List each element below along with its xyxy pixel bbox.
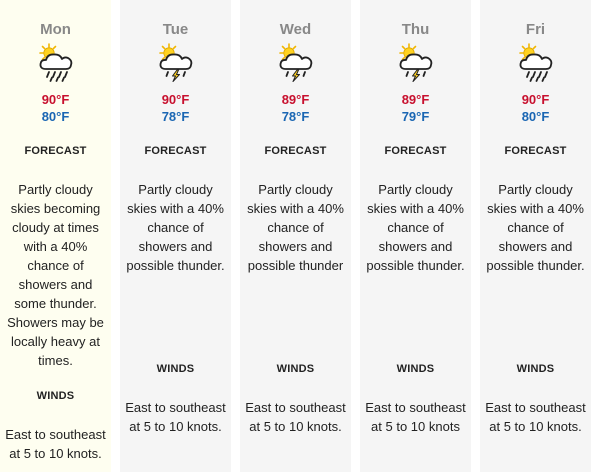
forecast-text: Partly cloudy skies becoming cloudy at times with a 40% chance of showers and some thunder. Showers may be locally heavy at times. <box>7 182 104 368</box>
day-column-wed <box>240 0 351 472</box>
winds-heading: WINDS <box>156 363 195 375</box>
low-temperature: 80°F <box>41 109 70 124</box>
forecast-heading: FORECAST <box>144 145 207 157</box>
winds-text: East to southeast at 5 to 10 knots. <box>485 400 586 434</box>
high-temperature: 90°F <box>521 92 550 107</box>
day-column-fri <box>480 0 591 472</box>
forecast-heading: FORECAST <box>264 145 327 157</box>
high-temperature: 90°F <box>41 92 70 107</box>
partly-cloudy-thunder-icon <box>156 42 196 82</box>
partly-cloudy-rain-icon <box>36 42 76 82</box>
high-temperature: 89°F <box>281 92 310 107</box>
high-temperature: 90°F <box>161 92 190 107</box>
forecast-text: Partly cloudy skies with a 40% chance of showers and possible thunder. <box>366 182 465 273</box>
forecast-text: Partly cloudy skies with a 40% chance of showers and possible thunder. <box>486 182 585 273</box>
day-name: Wed <box>279 21 312 38</box>
winds-text: East to southeast at 5 to 10 knots <box>365 400 466 434</box>
low-temperature: 78°F <box>281 109 310 124</box>
winds-text: East to southeast at 5 to 10 knots. <box>125 400 226 434</box>
day-name: Tue <box>162 21 189 38</box>
partly-cloudy-rain-icon <box>516 42 556 82</box>
partly-cloudy-thunder-icon <box>396 42 436 82</box>
high-temperature: 89°F <box>401 92 430 107</box>
day-column-mon <box>0 0 111 472</box>
low-temperature: 80°F <box>521 109 550 124</box>
winds-text: East to southeast at 5 to 10 knots. <box>245 400 346 434</box>
forecast-text: Partly cloudy skies with a 40% chance of showers and possible thunder <box>247 182 344 273</box>
low-temperature: 79°F <box>401 109 430 124</box>
day-name: Fri <box>525 21 546 38</box>
low-temperature: 78°F <box>161 109 190 124</box>
winds-text: East to southeast at 5 to 10 knots. <box>5 427 106 461</box>
winds-heading: WINDS <box>276 363 315 375</box>
winds-heading: WINDS <box>36 390 75 402</box>
forecast-heading: FORECAST <box>384 145 447 157</box>
forecast-heading: FORECAST <box>24 145 87 157</box>
day-column-thu <box>360 0 471 472</box>
day-name: Mon <box>40 21 71 38</box>
day-column-tue <box>120 0 231 472</box>
day-name: Thu <box>401 21 430 38</box>
winds-heading: WINDS <box>396 363 435 375</box>
winds-heading: WINDS <box>516 363 555 375</box>
forecast-text: Partly cloudy skies with a 40% chance of showers and possible thunder. <box>126 182 225 273</box>
partly-cloudy-thunder-icon <box>276 42 316 82</box>
forecast-heading: FORECAST <box>504 145 567 157</box>
